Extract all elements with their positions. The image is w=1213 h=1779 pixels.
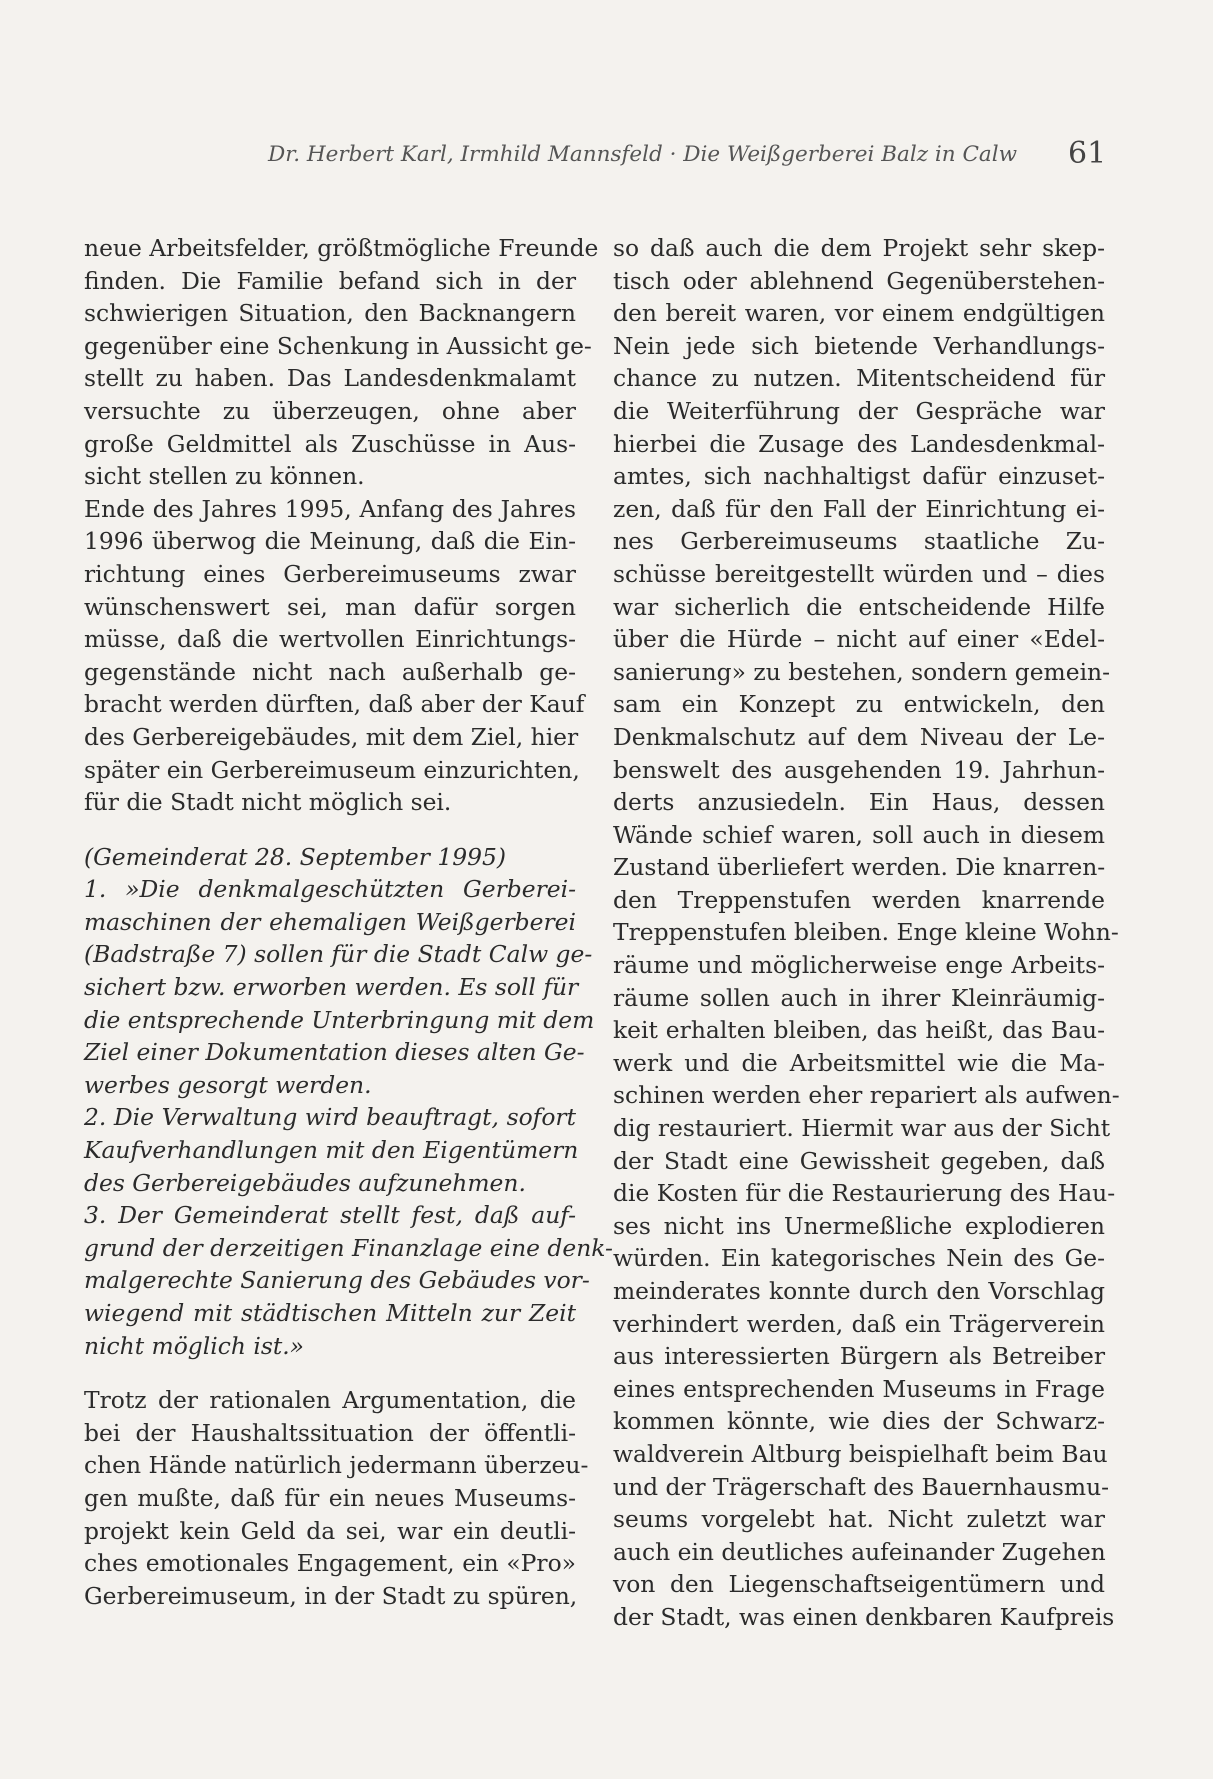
text-line: so daß auch die dem Projekt sehr skep- [613, 234, 1105, 262]
paragraph-gap [84, 1362, 576, 1384]
left-column [84, 232, 613, 1612]
text-line: Trotz der rationalen Argumentation, die [84, 1386, 576, 1415]
text-line: der Stadt, was einen denkbaren Kaufpreis [613, 1602, 1115, 1631]
text-line: benswelt des ausgehenden 19. Jahrhun- [613, 755, 1105, 784]
text-line: versuchte zu überzeugen, ohne aber [84, 396, 576, 425]
text-line: 1996 überwog die Meinung, daß die Ein- [84, 527, 576, 556]
text-line: seums vorgelebt hat. Nicht zuletzt war [613, 1505, 1105, 1534]
paragraph-3 [84, 1384, 589, 1612]
quote-line: Kaufverhandlungen mit den Eigentümern [84, 1136, 579, 1165]
text-line: projekt kein Geld da sei, war ein deutli- [84, 1516, 576, 1545]
text-line: zen, daß für den Fall der Einrichtung ei- [613, 494, 1105, 523]
text-line: Ende des Jahres 1995, Anfang des Jahres [84, 494, 576, 523]
text-line: Gerbereimuseum, in der Stadt zu spüren, [84, 1581, 578, 1610]
text-line: der Stadt eine Gewissheit gegeben, daß [613, 1146, 1105, 1175]
quote-line: die entsprechende Unterbringung mit dem [84, 1005, 595, 1034]
quote-line: 3. Der Gemeinderat stellt fest, daß auf- [84, 1201, 576, 1230]
paragraph-gap [84, 819, 576, 841]
text-line: räume und möglicherweise enge Arbeits- [613, 951, 1105, 980]
text-line: sicht stellen zu können. [84, 462, 365, 491]
quote-line: 1. »Die denkmalgeschützten Gerberei- [84, 875, 576, 904]
text-line: auch ein deutliches aufeinander Zugehen [613, 1537, 1106, 1566]
text-line: meinderates konnte durch den Vorschlag [613, 1277, 1105, 1305]
text-line: schinen werden eher repariert als aufwen- [613, 1081, 1120, 1110]
council-quote [84, 841, 613, 1363]
quote-line: werbes gesorgt werden. [84, 1070, 372, 1099]
text-line: tisch oder ablehnend Gegenüberstehen- [613, 266, 1105, 295]
text-line: Treppenstufen bleiben. Enge kleine Wohn- [613, 918, 1119, 947]
text-line: später ein Gerbereimuseum einzurichten, [84, 755, 580, 784]
paragraph-2 [84, 493, 585, 819]
text-line: für die Stadt nicht möglich sei. [84, 788, 452, 817]
text-line: die Kosten für die Restaurierung des Hau- [613, 1179, 1116, 1208]
text-line: gegenüber eine Schenkung in Aussicht ge- [84, 331, 592, 360]
text-line: räume sollen auch in ihrer Kleinräumig- [613, 983, 1105, 1012]
text-line: war sicherlich die entscheidende Hilfe [613, 592, 1105, 621]
text-line: müsse, daß die wertvollen Einrichtungs- [84, 625, 576, 654]
text-line: Denkmalschutz auf dem Niveau der Le- [613, 722, 1105, 751]
text-line: schwierigen Situation, den Backnangern [84, 299, 576, 328]
text-line: ses nicht ins Unermeßliche explodieren [613, 1211, 1105, 1240]
page-number: 61 [1068, 136, 1107, 171]
text-line: bei der Haushaltssituation der öffentli- [84, 1418, 576, 1447]
quote-line: nicht möglich ist.» [84, 1331, 304, 1360]
text-line: werk und die Arbeitsmittel wie die Ma- [613, 1048, 1105, 1077]
text-line: hierbei die Zusage des Landesdenkmal- [613, 429, 1105, 458]
text-line: ches emotionales Engagement, ein «Pro» [84, 1549, 576, 1578]
text-line: den bereit waren, vor einem endgültigen [613, 299, 1105, 328]
quote-heading: (Gemeinderat 28. September 1995) [84, 842, 506, 871]
text-line: Wände schief waren, soll auch in diesem [613, 820, 1105, 849]
text-line: Zustand überliefert werden. Die knarren- [613, 853, 1106, 882]
quote-line: (Badstraße 7) sollen für die Stadt Calw ge- [84, 940, 593, 969]
text-line: nes Gerbereimuseums staatliche Zu- [613, 527, 1105, 556]
text-line: sanierung» zu bestehen, sondern gemein- [613, 657, 1111, 686]
quote-line: des Gerbereigebäudes aufzunehmen. [84, 1168, 526, 1197]
quote-line: 2. Die Verwaltung wird beauftragt, sofort [84, 1103, 576, 1132]
text-line: eines entsprechenden Museums in Frage [613, 1374, 1105, 1403]
text-line: kommen könnte, wie dies der Schwarz- [613, 1407, 1105, 1436]
quote-line: grund der derzeitigen Finanzlage eine denk- [84, 1233, 613, 1262]
text-line: und der Trägerschaft des Bauernhausmu- [613, 1472, 1110, 1501]
text-line: verhindert werden, daß ein Trägerverein [613, 1309, 1105, 1338]
running-head: Dr. Herbert Karl, Irmhild Mannsfeld · Die Weißgerberei Balz in Calw [268, 142, 1017, 167]
paragraph-1 [84, 232, 599, 493]
quote-line: wiegend mit städtischen Mitteln zur Zeit [84, 1299, 576, 1327]
text-line: aus interessierten Bürgern als Betreiber [613, 1342, 1105, 1371]
text-line: finden. Die Familie befand sich in der [84, 266, 576, 295]
text-line: sam ein Konzept zu entwickeln, den [613, 690, 1105, 719]
text-line: den Treppenstufen werden knarrende [613, 885, 1105, 914]
text-line: würden. Ein kategorisches Nein des Ge- [613, 1244, 1105, 1273]
quote-line: sichert bzw. erworben werden. Es soll für [84, 973, 579, 1002]
text-line: über die Hürde – nicht auf einer «Edel- [613, 625, 1105, 654]
text-line: dig restauriert. Hiermit war aus der Sicht [613, 1114, 1111, 1143]
page-header [0, 136, 1213, 176]
text-line: waldverein Altburg beispielhaft beim Bau [613, 1439, 1108, 1468]
text-line: gen mußte, daß für ein neues Museums- [84, 1483, 576, 1512]
quote-line: malgerechte Sanierung des Gebäudes vor- [84, 1266, 590, 1295]
text-line: chen Hände natürlich jedermann überzeu- [84, 1451, 589, 1480]
quote-line: Ziel einer Dokumentation dieses alten Ge- [84, 1038, 585, 1067]
text-line: chance zu nutzen. Mitentscheidend für [613, 364, 1105, 393]
text-line: amtes, sich nachhaltigst dafür einzuset- [613, 462, 1105, 491]
text-line: große Geldmittel als Zuschüsse in Aus- [84, 429, 576, 458]
text-line: stellt zu haben. Das Landesdenkmalamt [84, 364, 576, 393]
text-line: bracht werden dürften, daß aber der Kauf [84, 690, 585, 719]
text-line: die Weiterführung der Gespräche war [613, 396, 1105, 425]
text-line: keit erhalten bleiben, das heißt, das Bau- [613, 1016, 1105, 1045]
text-line: neue Arbeitsfelder, größtmögliche Freunde [84, 234, 599, 262]
text-line: Nein jede sich bietende Verhandlungs- [613, 331, 1105, 360]
text-line: gegenstände nicht nach außerhalb ge- [84, 657, 576, 686]
text-line: derts anzusiedeln. Ein Haus, dessen [613, 788, 1105, 817]
text-line: wünschenswert sei, man dafür sorgen [84, 592, 576, 621]
text-line: des Gerbereigebäudes, mit dem Ziel, hier [84, 722, 579, 751]
text-line: schüsse bereitgestellt würden und – dies [613, 559, 1105, 588]
quote-line: maschinen der ehemaligen Weißgerberei [84, 907, 576, 936]
text-line: richtung eines Gerbereimuseums zwar [84, 559, 576, 588]
right-column [613, 232, 1120, 1634]
text-line: von den Liegenschaftseigentümern und [613, 1570, 1105, 1599]
